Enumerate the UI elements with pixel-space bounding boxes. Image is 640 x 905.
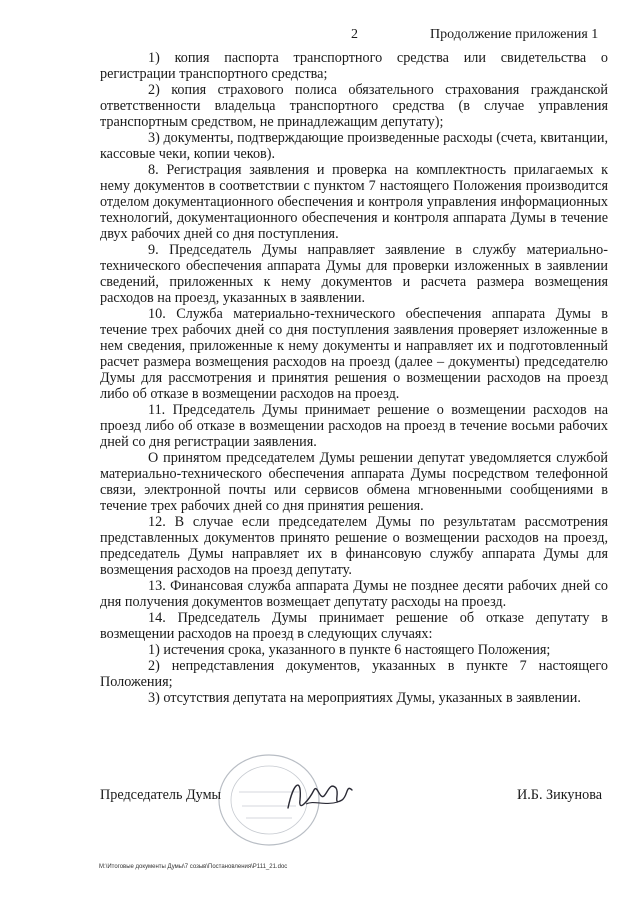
paragraph: 2) копия страхового полиса обязательного страхования гражданской ответственности владельца транспортного средства (в случае управления транспортным средством, не принадлежащим депутату); (100, 82, 608, 130)
paragraph: 1) копия паспорта транспортного средства или свидетельства о регистрации транспортного средства; (100, 50, 608, 82)
page-number: 2 (351, 27, 358, 42)
paragraph: 11. Председатель Думы принимает решение о возмещении расходов на проезд либо об отказе в возмещении расходов на проезд в течение восьми рабочих дней со дня регистрации заявления. (100, 402, 608, 450)
document-body (100, 50, 608, 706)
signature-title: Председатель Думы (100, 787, 222, 803)
paragraph: 1) истечения срока, указанного в пункте 6 настоящего Положения; (148, 642, 551, 658)
paragraph: О принятом председателем Думы решении депутат уведомляется службой материально-технического обеспечения аппарата Думы посредством телефонной связи, электронной почты или сервисов обмена мгновенными сообщениями в течение трех рабочих дней со дня принятия решения. (100, 450, 608, 514)
paragraph: 8. Регистрация заявления и проверка на комплектность прилагаемых к нему документов в соответствии с пунктом 7 настоящего Положения производится отделом документационного обеспечения и контроля управления информационных технологий, документационного обеспечения и контроля аппарата Думы в течение двух рабочих дней со дня поступления. (100, 162, 608, 242)
appendix-continuation-note: Продолжение приложения 1 (430, 27, 599, 42)
paragraph: 2) непредставления документов, указанных в пункте 7 настоящего Положения; (100, 658, 608, 690)
paragraph: 3) отсутствия депутата на мероприятиях Думы, указанных в заявлении. (148, 690, 581, 706)
paragraph: 3) документы, подтверждающие произведенные расходы (счета, квитанции, кассовые чеки, копии чеков). (100, 130, 608, 162)
signature-block (0, 760, 640, 860)
paragraph: 10. Служба материально-технического обеспечения аппарата Думы в течение трех рабочих дней со дня поступления заявления проверяет изложенные в нем сведения, приложенные к нему документы и направляет их и подготовленный расчет размера возмещения расходов на проезд (далее – документы) председателю Думы для рассмотрения и принятия решения о возмещении расходов на проезд либо об отказе в возмещении расходов на проезд. (100, 306, 608, 402)
paragraph: 14. Председатель Думы принимает решение об отказе депутату в возмещении расходов на проезд в следующих случаях: (100, 610, 608, 642)
paragraph: 12. В случае если председателем Думы по результатам рассмотрения представленных документов принято решение о возмещении расходов на проезд, председатель Думы направляет их в финансовую службу аппарата Думы для возмещения расходов на проезд депутату. (100, 514, 608, 578)
file-path-footer: M:\Итоговые документы Думы\7 созыв\Постановления\P111_21.doc (99, 864, 288, 870)
paragraph: 9. Председатель Думы направляет заявление в службу материально-технического обеспечения аппарата Думы для проверки изложенных в заявлении сведений, приложенных к нему документов и расчета размера возмещения расходов на проезд, указанных в заявлении. (100, 242, 608, 306)
signatory-name: И.Б. Зикунова (517, 787, 603, 803)
handwritten-signature-icon (280, 770, 360, 820)
paragraph: 13. Финансовая служба аппарата Думы не позднее десяти рабочих дней со дня получения документов возмещает депутату расходы на проезд. (100, 578, 608, 610)
